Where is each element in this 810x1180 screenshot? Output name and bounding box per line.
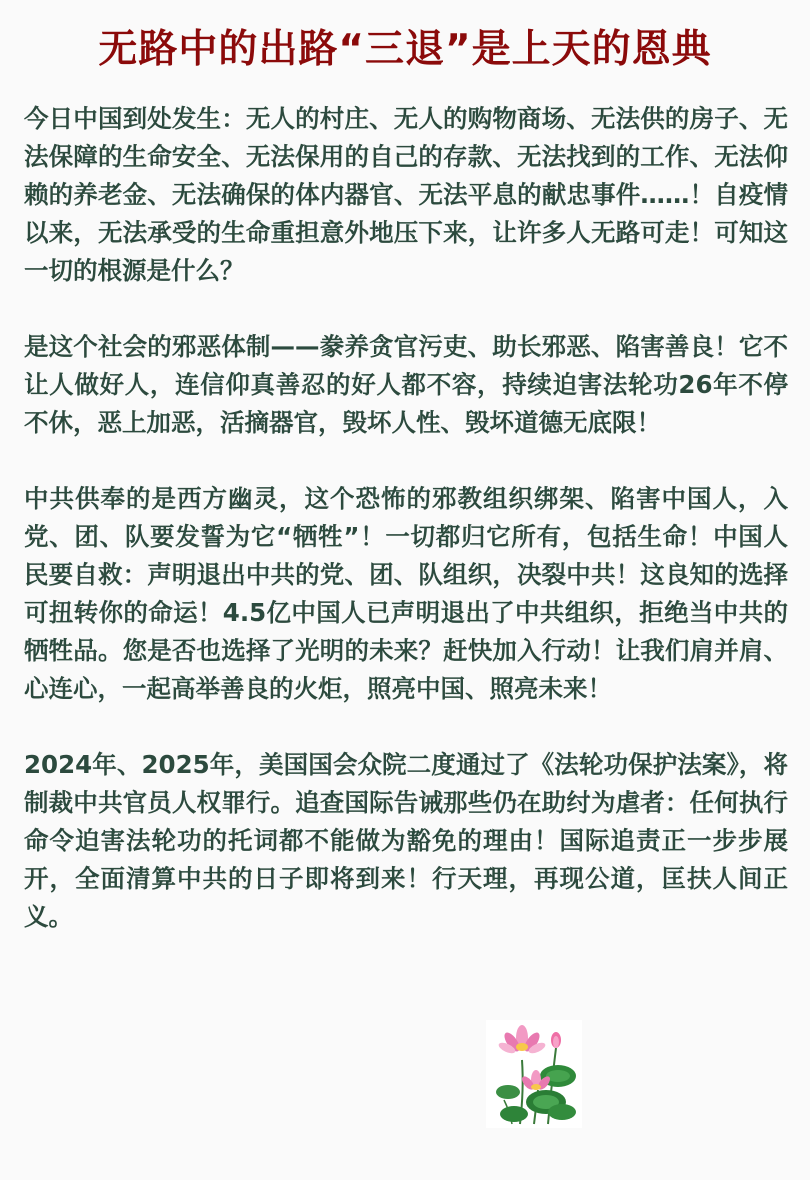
article-body bbox=[24, 100, 788, 974]
page-title: 无路中的出路“三退”是上天的恩典 bbox=[98, 27, 712, 72]
paragraph-2: 是这个社会的邪恶体制——豢养贪官污吏、助长邪恶、陷害善良！它不让人做好人，连信仰真善忍的好人都不容，持续迫害法轮功26年不停不休，恶上加恶，活摘器官，毁坏人性、毁坏道德无底限！ bbox=[24, 332, 788, 437]
lotus-illustration bbox=[486, 1020, 582, 1128]
paragraph-3: 中共供奉的是西方幽灵，这个恐怖的邪教组织绑架、陷害中国人，入党、团、队要发誓为它“牺牲”！一切都归它所有，包括生命！中国人民要自救：声明退出中共的党、团、队组织，决裂中共！这良知的选择可扭转你的命运！4.5亿中国人已声明退出了中共组织，拒绝当中共的牺牲品。您是否也选择了光明的未来？赶快加入行动！让我们肩并肩、心连心，一起高举善良的火炬，照亮中国、照亮未来！ bbox=[24, 484, 788, 703]
paragraph-4: 2024年、2025年，美国国会众院二度通过了《法轮功保护法案》，将制裁中共官员人权罪行。追查国际告诫那些仍在助纣为虐者：任何执行命令迫害法轮功的托词都不能做为豁免的理由！国际追责正一步步展开，全面清算中共的日子即将到来！行天理，再现公道，匡扶人间正义。 bbox=[24, 750, 788, 931]
paragraph-1: 今日中国到处发生：无人的村庄、无人的购物商场、无法供的房子、无法保障的生命安全、无法保用的自己的存款、无法找到的工作、无法仰赖的养老金、无法确保的体内器官、无法平息的献忠事件……！自疫情以来，无法承受的生命重担意外地压下来，让许多人无路可走！可知这一切的根源是什么？ bbox=[24, 104, 788, 285]
lotus-image bbox=[486, 1020, 582, 1128]
